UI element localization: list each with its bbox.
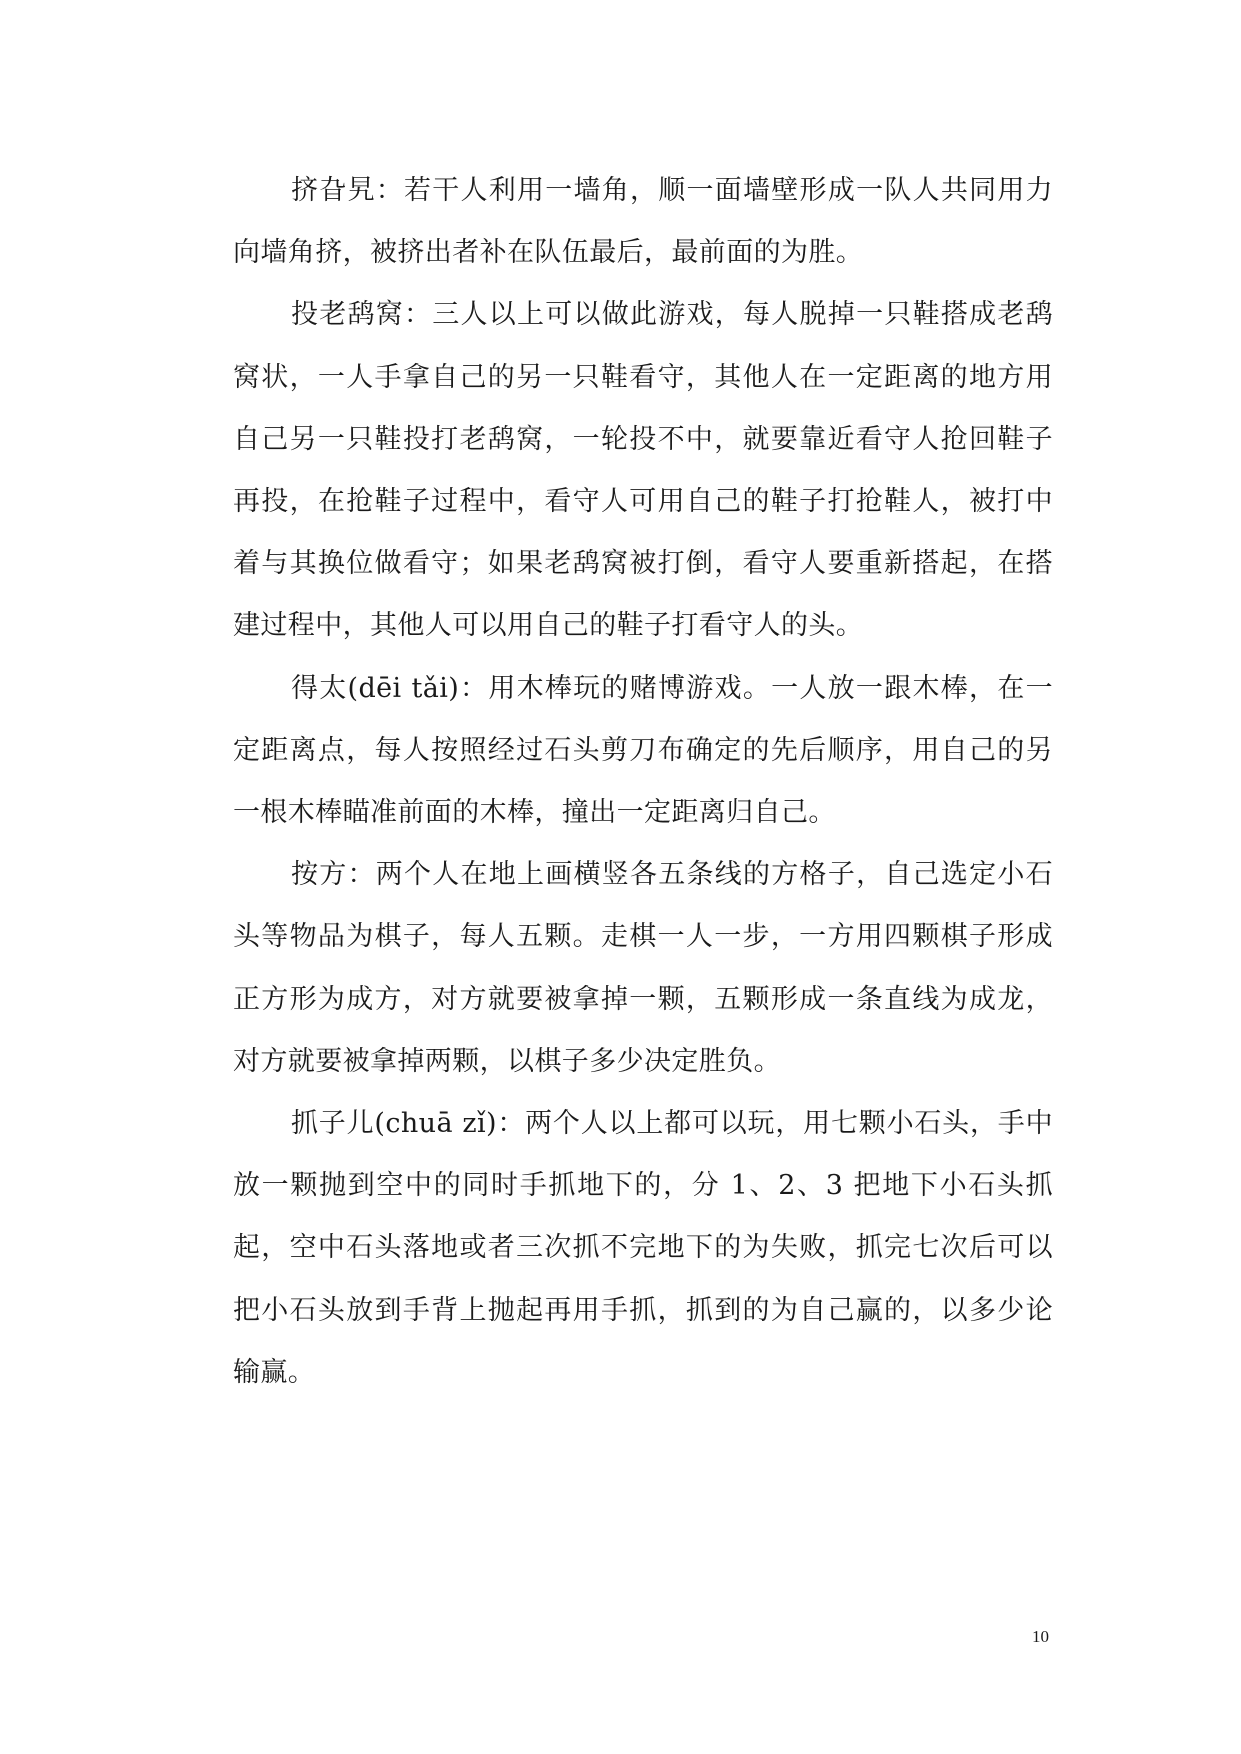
paragraph-anfang: 按方：两个人在地上画横竖各五条线的方格子，自己选定小石头等物品为棋子，每人五颗。走棋一人一步，一方用四颗棋子形成正方形为成方，对方就要被拿掉一颗，五颗形成一条直线为成龙，对方就要被拿掉两颗，以棋子多少决定胜负。	[233, 859, 1053, 1077]
body-text	[233, 160, 1053, 1404]
paragraph-tou-laoguawo: 投老鸹窝：三人以上可以做此游戏，每人脱掉一只鞋搭成老鸹窝状，一人手拿自己的另一只鞋看守，其他人在一定距离的地方用自己另一只鞋投打老鸹窝，一轮投不中，就要靠近看守人抢回鞋子再投，在抢鞋子过程中，看守人可用自己的鞋子打抢鞋人，被打中着与其换位做看守；如果老鸹窝被打倒，看守人要重新搭起，在搭建过程中，其他人可以用自己的鞋子打看守人的头。	[233, 299, 1053, 642]
paragraph-zhuazier: 抓子儿(chuā zǐ)：两个人以上都可以玩，用七颗小石头，手中放一颗抛到空中的同时手抓地下的，分 1、2、3 把地下小石头抓起，空中石头落地或者三次抓不完地下的为失败，抓完七次后可以把小石头放到手背上抛起再用手抓，抓到的为自己赢的，以多少论输赢。	[233, 1108, 1053, 1388]
page-number: 10	[1032, 1627, 1049, 1646]
paragraph-jigala: 挤旮旯：若干人利用一墙角，顺一面墙壁形成一队人共同用力向墙角挤，被挤出者补在队伍最后，最前面的为胜。	[233, 175, 1053, 269]
paragraph-deitai: 得太(dēi tǎi)：用木棒玩的赌博游戏。一人放一跟木棒，在一定距离点，每人按照经过石头剪刀布确定的先后顺序，用自己的另一根木棒瞄准前面的木棒，撞出一定距离归自己。	[233, 672, 1053, 829]
